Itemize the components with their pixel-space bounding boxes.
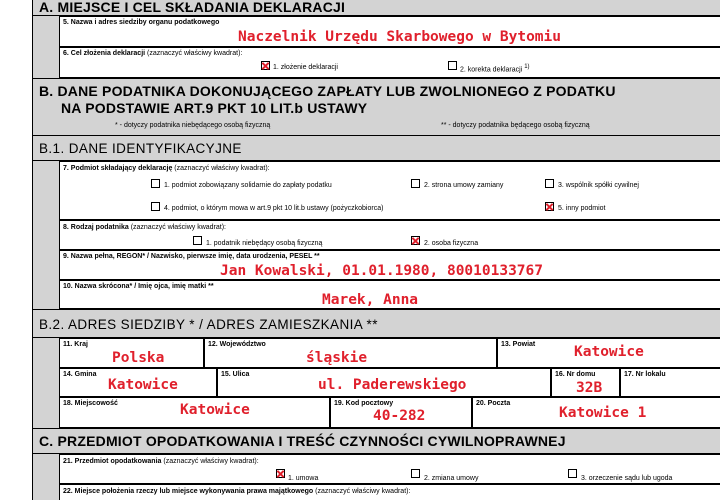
field-5-label: 5. Nazwa i adres siedziby organu podatkowego <box>63 19 220 26</box>
field-11-country[interactable] <box>59 338 204 368</box>
checkbox-subject-amendment[interactable] <box>411 469 420 478</box>
field-16-value: 32B <box>576 380 603 396</box>
option-taxpayer-legal-label: 1. podatnik niebędący osobą fizyczną <box>206 240 323 247</box>
field-19-label: 19. Kod pocztowy <box>334 400 394 407</box>
section-b-note-legal: * - dotyczy podatnika niebędącego osobą fizyczną <box>115 122 271 129</box>
field-12-value: śląskie <box>306 350 368 366</box>
field-16-label: 16. Nr domu <box>555 371 596 378</box>
field-8-label: 8. Rodzaj podatnika (zaznaczyć właściwy kwadrat): <box>63 224 226 231</box>
field-13-label: 13. Powiat <box>501 341 536 348</box>
option-subject-contract-label: 1. umowa <box>288 475 319 482</box>
field-11-value: Polska <box>112 350 165 366</box>
field-22-location <box>59 484 720 500</box>
field-6-label: 6. Cel złożenia deklaracji (zaznaczyć właściwy kwadrat): <box>63 50 243 57</box>
field-21-label: 21. Przedmiot opodatkowania (zaznaczyć właściwy kwadrat): <box>63 458 259 465</box>
option-filer-jointly-liable-label: 1. podmiot zobowiązany solidarnie do zapłaty podatku <box>164 182 332 189</box>
field-11-label: 11. Kraj <box>63 341 88 348</box>
section-b2-header <box>33 309 720 338</box>
field-9-label: 9. Nazwa pełna, REGON* / Nazwisko, pierwsze imię, data urodzenia, PESEL ** <box>63 253 320 260</box>
field-17-flat-number[interactable] <box>620 368 720 397</box>
checkbox-subject-contract[interactable] <box>276 469 285 478</box>
field-9-value: Jan Kowalski, 01.01.1980, 80010133767 <box>220 263 544 279</box>
field-7-label: 7. Podmiot składający deklarację (zaznaczyć właściwy kwadrat): <box>63 165 270 172</box>
section-c-header <box>33 428 720 454</box>
field-15-value: ul. Paderewskiego <box>318 377 467 393</box>
field-13-county[interactable] <box>497 338 720 368</box>
field-15-label: 15. Ulica <box>221 371 250 378</box>
field-21-subject <box>59 454 720 484</box>
checkbox-filer-jointly-liable[interactable] <box>151 179 160 188</box>
checkbox-correction[interactable] <box>448 61 457 70</box>
section-c-title: C. PRZEDMIOT OPODATKOWANIA I TREŚĆ CZYNNOŚCI CYWILNOPRAWNEJ <box>39 433 566 449</box>
field-16-house-number[interactable] <box>551 368 620 397</box>
section-b-header <box>33 78 720 136</box>
field-10-label: 10. Nazwa skrócona* / Imię ojca, imię matki ** <box>63 283 214 290</box>
checkbox-subject-court-ruling[interactable] <box>568 469 577 478</box>
option-taxpayer-natural-label: 2. osoba fizyczna <box>424 240 479 247</box>
field-6-purpose <box>59 47 720 78</box>
field-18-locality[interactable] <box>59 397 330 428</box>
option-filer-exchange-party-label: 2. strona umowy zamiany <box>424 182 504 189</box>
field-5-value: Naczelnik Urzędu Skarbowego w Bytomiu <box>238 29 562 45</box>
field-8-taxpayer-type <box>59 220 720 250</box>
field-14-value: Katowice <box>108 377 178 393</box>
option-submission-label: 1. złożenie deklaracji <box>273 64 338 71</box>
option-subject-court-ruling-label: 3. orzeczenie sądu lub ugoda <box>581 475 673 482</box>
field-20-label: 20. Poczta <box>476 400 511 407</box>
field-14-label: 14. Gmina <box>63 371 97 378</box>
field-7-filer <box>59 161 720 220</box>
field-15-street[interactable] <box>217 368 551 397</box>
field-10-short-name[interactable] <box>59 280 720 309</box>
checkbox-filer-exchange-party[interactable] <box>411 179 420 188</box>
option-filer-borrower-label: 4. podmiot, o którym mowa w art.9 pkt 10 lit.b ustawy (pożyczkobiorca) <box>164 205 384 212</box>
field-19-value: 40-282 <box>373 408 426 424</box>
field-22-label: 22. Miejsce położenia rzeczy lub miejsce wykonywania prawa majątkowego (zaznaczyć właściwy kwadrat): <box>63 488 411 495</box>
section-a-header <box>33 0 720 16</box>
option-subject-amendment-label: 2. zmiana umowy <box>424 475 479 482</box>
checkbox-filer-other[interactable] <box>545 202 554 211</box>
checkbox-taxpayer-natural[interactable] <box>411 236 420 245</box>
field-19-postal-code[interactable] <box>330 397 472 428</box>
section-b2-title: B.2. ADRES SIEDZIBY * / ADRES ZAMIESZKANIA ** <box>39 317 378 332</box>
field-14-municipality[interactable] <box>59 368 217 397</box>
section-b-note-natural: ** - dotyczy podatnika będącego osobą fizyczną <box>441 122 590 129</box>
section-b-title-line1: B. DANE PODATNIKA DOKONUJĄCEGO ZAPŁATY LUB ZWOLNIONEGO Z PODATKU <box>39 83 616 99</box>
field-18-value: Katowice <box>180 402 250 418</box>
checkbox-submission[interactable] <box>261 61 270 70</box>
checkbox-filer-borrower[interactable] <box>151 202 160 211</box>
option-correction-label: 2. korekta deklaracji 1) <box>460 64 530 74</box>
option-filer-other-label: 5. inny podmiot <box>558 205 606 212</box>
section-b1-header <box>33 136 720 161</box>
field-20-post-office[interactable] <box>472 397 720 428</box>
field-9-full-name[interactable] <box>59 250 720 280</box>
checkbox-taxpayer-legal[interactable] <box>193 236 202 245</box>
section-a-title: A. MIEJSCE I CEL SKŁADANIA DEKLARACJI <box>39 0 346 15</box>
field-12-label: 12. Województwo <box>208 341 266 348</box>
field-12-voivodeship[interactable] <box>204 338 497 368</box>
tax-declaration-form <box>32 0 720 500</box>
field-5-tax-office[interactable] <box>59 16 720 47</box>
field-18-label: 18. Miejscowość <box>63 400 118 407</box>
checkbox-filer-partner[interactable] <box>545 179 554 188</box>
field-10-value: Marek, Anna <box>322 292 419 308</box>
option-filer-partner-label: 3. wspólnik spółki cywilnej <box>558 182 639 189</box>
field-20-value: Katowice 1 <box>559 405 647 421</box>
section-b1-title: B.1. DANE IDENTYFIKACYJNE <box>39 141 242 156</box>
field-17-label: 17. Nr lokalu <box>624 371 666 378</box>
field-13-value: Katowice <box>574 344 644 360</box>
section-b-title-line2: NA PODSTAWIE ART.9 PKT 10 LIT.b USTAWY <box>61 100 368 116</box>
